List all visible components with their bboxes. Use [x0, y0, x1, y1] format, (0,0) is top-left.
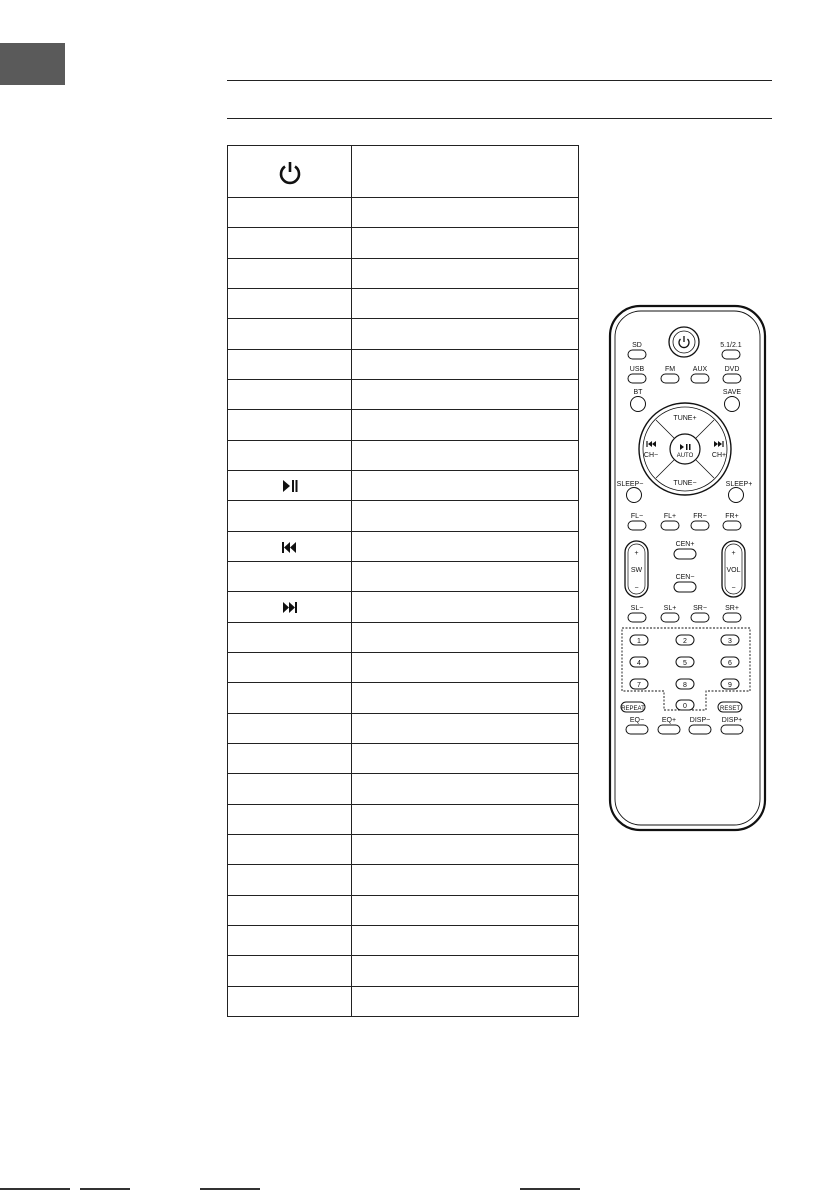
remote-label-cen-minus: CEN−	[675, 574, 695, 581]
function-cell	[352, 834, 579, 864]
remote-vol-plus: +	[731, 550, 736, 557]
remote-label: SR−	[693, 605, 707, 612]
button-cell	[228, 561, 352, 591]
table-row	[228, 622, 579, 652]
remote-label-save: SAVE	[722, 389, 742, 396]
function-cell	[352, 622, 579, 652]
remote-label-ch-plus: CH+	[711, 452, 727, 459]
function-cell	[352, 592, 579, 622]
button-cell	[228, 986, 352, 1016]
table-row	[228, 319, 579, 349]
remote-label: DISP−	[689, 717, 711, 724]
remote-label-bt: BT	[633, 389, 643, 396]
remote-digit-label: 2	[683, 638, 687, 645]
remote-label-sd: SD	[632, 342, 642, 349]
remote-label-sleep-minus: SLEEP−	[616, 481, 644, 488]
table-row	[228, 198, 579, 228]
remote-digit-label: 7	[637, 682, 641, 689]
remote-bt-button	[631, 397, 646, 412]
table-row	[228, 986, 579, 1016]
button-cell	[228, 379, 352, 409]
remote-cen-plus-button	[674, 549, 696, 559]
remote-label: DVD	[724, 366, 740, 373]
remote-digit-label: 8	[683, 682, 687, 689]
remote-label-ch-minus: CH−	[643, 452, 659, 459]
button-cell	[228, 713, 352, 743]
remote-label-vol: VOL	[726, 567, 741, 574]
remote-digit-label: 9	[728, 682, 732, 689]
remote-button	[658, 725, 680, 734]
table-row	[228, 501, 579, 531]
button-cell	[228, 774, 352, 804]
function-cell	[352, 561, 579, 591]
remote-auto-button	[670, 434, 700, 464]
power-icon	[277, 164, 303, 178]
function-cell	[352, 379, 579, 409]
function-cell	[352, 986, 579, 1016]
function-cell	[352, 774, 579, 804]
button-cell	[228, 146, 352, 198]
button-cell	[228, 956, 352, 986]
remote-label-auto: AUTO	[676, 453, 694, 459]
button-cell	[228, 288, 352, 318]
remote-sw-plus: +	[634, 550, 639, 557]
remote-save-button	[725, 397, 740, 412]
button-cell	[228, 652, 352, 682]
function-cell	[352, 228, 579, 258]
function-cell	[352, 895, 579, 925]
remote-sd-button	[628, 350, 646, 359]
button-cell	[228, 198, 352, 228]
remote-label: AUX	[692, 366, 708, 373]
remote-label: EQ+	[661, 717, 677, 724]
function-cell	[352, 804, 579, 834]
function-cell	[352, 198, 579, 228]
remote-label-tune-plus: TUNE+	[673, 415, 697, 422]
remote-label-reset: RESET	[719, 706, 741, 712]
remote-button	[626, 725, 648, 734]
remote-sleep-minus-button	[627, 488, 642, 503]
remote-label: USB	[629, 366, 645, 373]
table-row	[228, 440, 579, 470]
button-cell	[228, 410, 352, 440]
function-cell	[352, 683, 579, 713]
button-cell	[228, 228, 352, 258]
remote-label: DISP+	[721, 717, 743, 724]
remote-digit-label: 5	[683, 660, 687, 667]
button-cell	[228, 440, 352, 470]
remote-label: SL+	[663, 605, 677, 612]
remote-button	[723, 613, 741, 622]
table-row	[228, 592, 579, 622]
table-row	[228, 713, 579, 743]
button-cell	[228, 683, 352, 713]
button-function-table	[227, 145, 579, 1017]
remote-button	[628, 613, 646, 622]
remote-button	[721, 725, 743, 734]
table-row	[228, 956, 579, 986]
language-tab	[0, 43, 65, 85]
table-row	[228, 652, 579, 682]
table-row	[228, 531, 579, 561]
button-cell	[228, 925, 352, 955]
previous-track-icon	[282, 539, 297, 553]
print-crop-strip	[0, 1186, 840, 1192]
button-cell	[228, 895, 352, 925]
remote-digit-label: 1	[637, 638, 641, 645]
remote-digit-label: 3	[728, 638, 732, 645]
button-cell	[228, 501, 352, 531]
table-row	[228, 379, 579, 409]
function-cell	[352, 146, 579, 198]
remote-digit-label: 0	[683, 703, 687, 710]
table-row	[228, 470, 579, 500]
remote-label: FL+	[663, 513, 677, 520]
remote-sleep-plus-button	[729, 488, 744, 503]
header-rule-bottom	[227, 118, 772, 119]
function-cell	[352, 319, 579, 349]
remote-label-sw: SW	[630, 567, 643, 574]
next-track-icon	[282, 600, 297, 614]
remote-label: SL−	[630, 605, 644, 612]
remote-label: FR−	[693, 513, 707, 520]
button-cell	[228, 258, 352, 288]
button-cell	[228, 470, 352, 500]
table-row	[228, 865, 579, 895]
remote-label-repeat: REPEAT	[621, 706, 645, 712]
remote-51-button	[722, 350, 740, 359]
remote-label-cen-plus: CEN+	[675, 541, 695, 548]
button-cell	[228, 622, 352, 652]
function-cell	[352, 531, 579, 561]
table-row	[228, 683, 579, 713]
remote-button	[628, 521, 646, 530]
table-row	[228, 228, 579, 258]
button-cell	[228, 349, 352, 379]
remote-vol-minus: −	[731, 585, 736, 592]
remote-button	[723, 521, 741, 530]
function-cell	[352, 349, 579, 379]
function-cell	[352, 501, 579, 531]
function-cell	[352, 956, 579, 986]
function-cell	[352, 652, 579, 682]
function-cell	[352, 713, 579, 743]
remote-button	[691, 521, 709, 530]
button-cell	[228, 834, 352, 864]
function-cell	[352, 470, 579, 500]
button-cell	[228, 319, 352, 349]
remote-label: EQ−	[629, 717, 645, 724]
button-cell	[228, 531, 352, 561]
function-cell	[352, 925, 579, 955]
table-row	[228, 834, 579, 864]
remote-digit-label: 4	[637, 660, 641, 667]
remote-label: FR+	[725, 513, 739, 520]
remote-label: FM	[664, 366, 676, 373]
button-cell	[228, 804, 352, 834]
remote-sw-minus: −	[634, 585, 639, 592]
table-row	[228, 258, 579, 288]
table-row	[228, 743, 579, 773]
table-row	[228, 288, 579, 318]
header-rule-top	[227, 80, 772, 81]
function-cell	[352, 288, 579, 318]
remote-button	[661, 613, 679, 622]
function-cell	[352, 440, 579, 470]
function-cell	[352, 865, 579, 895]
table-row	[228, 804, 579, 834]
table-row	[228, 925, 579, 955]
table-row	[228, 349, 579, 379]
button-cell	[228, 592, 352, 622]
remote-label-sleep-plus: SLEEP+	[725, 481, 753, 488]
remote-button	[661, 374, 679, 383]
table-row	[228, 774, 579, 804]
remote-button	[691, 613, 709, 622]
remote-button	[628, 374, 646, 383]
remote-cen-minus-button	[674, 582, 696, 592]
remote-label-51: 5.1/2.1	[720, 342, 742, 349]
button-cell	[228, 865, 352, 895]
remote-button	[691, 374, 709, 383]
play-pause-icon	[282, 479, 298, 493]
table-row	[228, 895, 579, 925]
function-cell	[352, 410, 579, 440]
remote-button	[723, 374, 741, 383]
remote-label: FL−	[630, 513, 644, 520]
function-cell	[352, 743, 579, 773]
table-row	[228, 146, 579, 198]
remote-button	[689, 725, 711, 734]
function-cell	[352, 258, 579, 288]
remote-label: SR+	[725, 605, 739, 612]
remote-label-tune-minus: TUNE−	[673, 480, 697, 487]
remote-button	[661, 521, 679, 530]
remote-control-illustration	[608, 304, 767, 832]
table-row	[228, 561, 579, 591]
table-row	[228, 410, 579, 440]
remote-digit-label: 6	[728, 660, 732, 667]
button-cell	[228, 743, 352, 773]
